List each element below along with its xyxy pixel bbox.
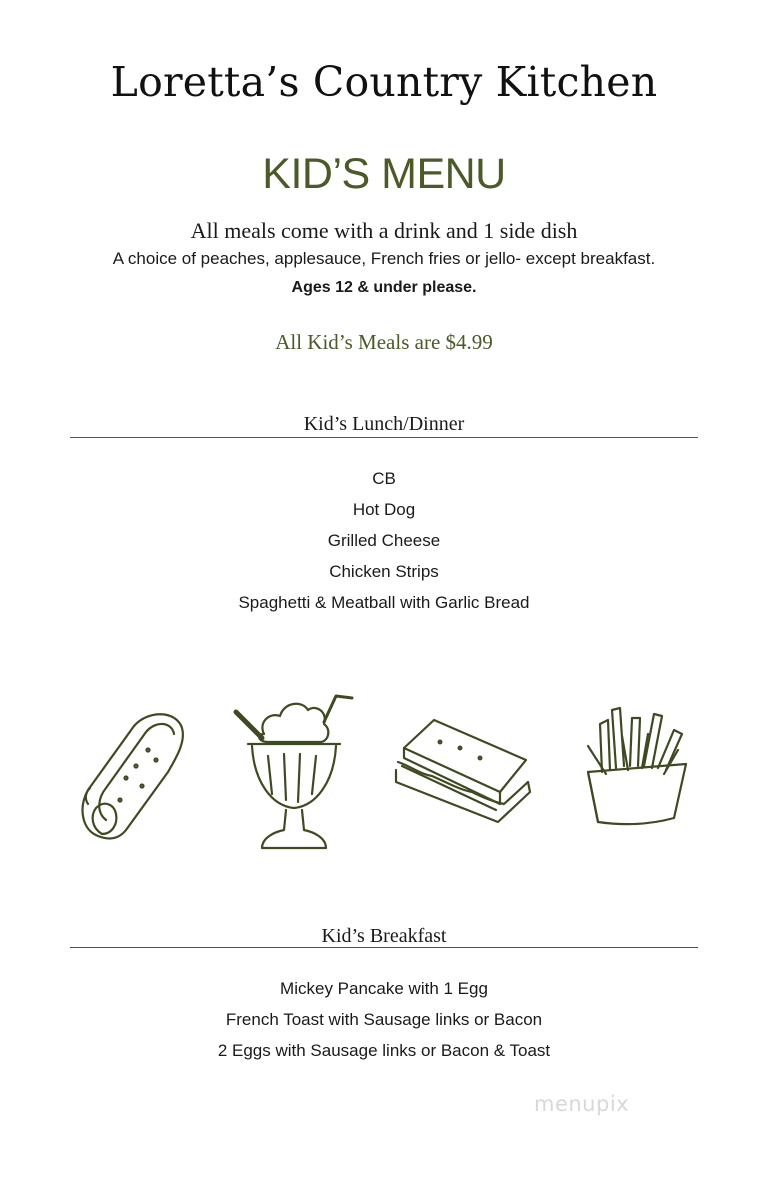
list-item: Hot Dog <box>352 500 416 519</box>
hot-dog-icon <box>76 708 192 844</box>
restaurant-title: Loretta’s Country Kitchen <box>110 58 658 106</box>
list-item: 2 Eggs with Sausage links or Bacon & Toast <box>217 1041 551 1060</box>
list-item: Chicken Strips <box>329 562 439 581</box>
list-item: Mickey Pancake with 1 Egg <box>280 979 488 998</box>
sandwich-icon <box>390 712 536 824</box>
price-note: All Kid’s Meals are $4.99 <box>275 330 493 354</box>
section-title-lunch-dinner: Kid’s Lunch/Dinner <box>303 413 465 435</box>
list-item: Grilled Cheese <box>327 531 441 550</box>
breakfast-list <box>0 973 768 1066</box>
meal-includes-note: All meals come with a drink and 1 side dish <box>190 218 578 243</box>
section-divider <box>70 947 698 948</box>
section-title-breakfast: Kid’s Breakfast <box>321 925 447 947</box>
age-note: Ages 12 & under please. <box>291 279 477 296</box>
section-divider <box>70 437 698 438</box>
side-choices-note: A choice of peaches, applesauce, French fries or jello- except breakfast. <box>112 249 656 268</box>
watermark: menupix <box>534 1092 630 1116</box>
list-item: CB <box>372 469 396 488</box>
menu-heading: KID’S MENU <box>262 150 506 198</box>
milkshake-icon <box>228 682 360 860</box>
french-fries-icon <box>582 700 694 832</box>
lunch-dinner-list <box>0 463 768 618</box>
list-item: Spaghetti & Meatball with Garlic Bread <box>238 593 530 612</box>
list-item: French Toast with Sausage links or Bacon <box>225 1010 543 1029</box>
